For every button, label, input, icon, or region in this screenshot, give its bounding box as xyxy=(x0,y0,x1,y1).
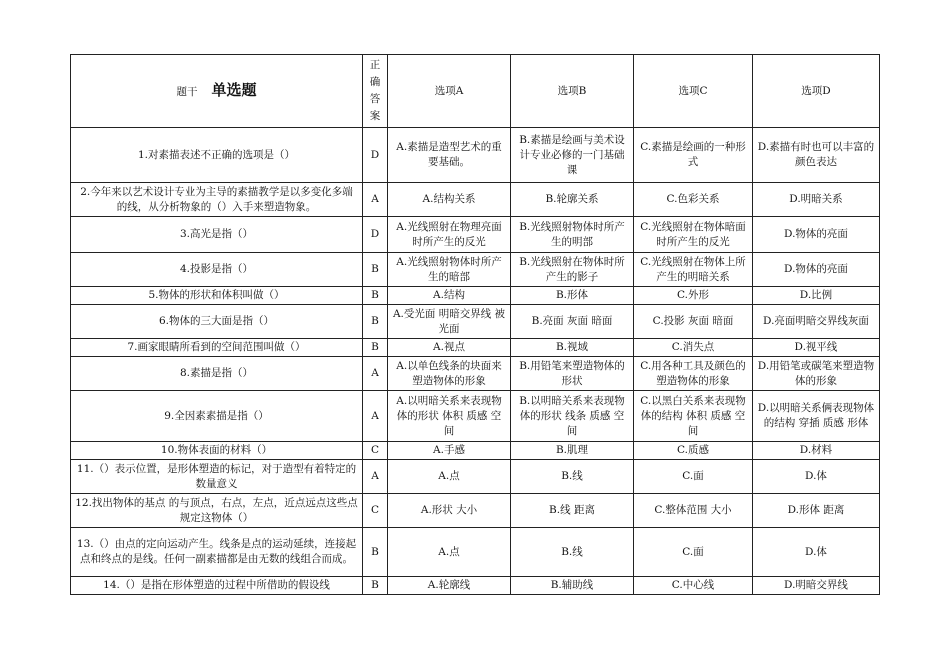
question-cell: 4.投影是指（） xyxy=(71,253,363,287)
answer-cell: C xyxy=(363,494,388,528)
option-c-cell: C.色彩关系 xyxy=(634,183,753,217)
table-row xyxy=(71,217,880,253)
option-c-cell: C.消失点 xyxy=(634,339,753,357)
answer-cell: B xyxy=(363,305,388,339)
option-c-cell: C.用各种工具及颜色的塑造物体的形象 xyxy=(634,357,753,391)
question-cell: 3.高光是指（） xyxy=(71,217,363,253)
answer-cell: B xyxy=(363,528,388,577)
question-table-body xyxy=(71,55,880,595)
question-cell: 14.（）是指在形体塑造的过程中所借助的假设线 xyxy=(71,577,363,595)
option-d-cell: D.物体的亮面 xyxy=(753,217,880,253)
answer-cell: A xyxy=(363,357,388,391)
option-c-cell: C.整体范围 大小 xyxy=(634,494,753,528)
table-row xyxy=(71,528,880,577)
stem-header-cell xyxy=(71,55,363,128)
option-c-cell: C.素描是绘画的一种形式 xyxy=(634,128,753,183)
option-b-cell: B.轮廓关系 xyxy=(511,183,634,217)
option-a-cell: A.光线照射物体时所产生的暗部 xyxy=(388,253,511,287)
question-cell: 12.找出物体的基点 的与顶点，右点，左点，近点远点这些点规定这物体（） xyxy=(71,494,363,528)
option-d-cell: D.体 xyxy=(753,528,880,577)
table-row xyxy=(71,128,880,183)
option-d-cell: D.用铅笔或碳笔来塑造物体的形象 xyxy=(753,357,880,391)
option-d-header: 选项D xyxy=(753,55,880,128)
option-c-cell: C.以黑白关系来表现物体的结构 体积 质感 空间 xyxy=(634,391,753,442)
option-d-cell: D.物体的亮面 xyxy=(753,253,880,287)
answer-cell: D xyxy=(363,128,388,183)
option-b-cell: B.光线照射物体时所产生的明部 xyxy=(511,217,634,253)
question-cell: 7.画家眼睛所看到的空间范围叫做（） xyxy=(71,339,363,357)
option-c-cell: C.光线照射在物体上所产生的明暗关系 xyxy=(634,253,753,287)
answer-header-cell xyxy=(363,55,388,128)
answer-cell: B xyxy=(363,577,388,595)
answer-header-char: 答 xyxy=(369,93,381,105)
answer-cell: B xyxy=(363,253,388,287)
option-c-header: 选项C xyxy=(634,55,753,128)
table-row xyxy=(71,305,880,339)
option-b-cell: B.亮面 灰面 暗面 xyxy=(511,305,634,339)
option-a-cell: A.光线照射在物理亮面时所产生的反光 xyxy=(388,217,511,253)
table-row xyxy=(71,391,880,442)
table-row xyxy=(71,183,880,217)
option-d-cell: D.比例 xyxy=(753,287,880,305)
option-a-cell: A.以单色线条的块面来塑造物体的形象 xyxy=(388,357,511,391)
option-c-cell: C.质感 xyxy=(634,442,753,460)
table-row xyxy=(71,357,880,391)
option-d-cell: D.明暗交界线 xyxy=(753,577,880,595)
option-d-cell: D.体 xyxy=(753,460,880,494)
question-cell: 6.物体的三大面是指（） xyxy=(71,305,363,339)
option-d-cell: D.视平线 xyxy=(753,339,880,357)
option-a-cell: A.受光面 明暗交界线 被光面 xyxy=(388,305,511,339)
option-c-cell: C.投影 灰面 暗面 xyxy=(634,305,753,339)
option-b-header: 选项B xyxy=(511,55,634,128)
question-table xyxy=(70,54,880,595)
option-c-cell: C.面 xyxy=(634,460,753,494)
option-a-cell: A.轮廓线 xyxy=(388,577,511,595)
question-cell: 10.物体表面的材料（） xyxy=(71,442,363,460)
option-b-cell: B.肌理 xyxy=(511,442,634,460)
question-cell: 13.（）由点的定向运动产生。线条是点的运动延续，连接起点和终点的是线。任何一副素描都是由无数的线组合而成。 xyxy=(71,528,363,577)
question-cell: 2.今年来以艺术设计专业为主导的素描教学是以多变化多端的线，从分析物象的（）入手来塑造物象。 xyxy=(71,183,363,217)
answer-cell: B xyxy=(363,287,388,305)
option-c-cell: C.中心线 xyxy=(634,577,753,595)
option-a-cell: A.点 xyxy=(388,460,511,494)
question-cell: 9.全因素素描是指（） xyxy=(71,391,363,442)
option-a-header: 选项A xyxy=(388,55,511,128)
answer-cell: B xyxy=(363,339,388,357)
answer-header-char: 案 xyxy=(369,110,381,122)
option-a-cell: A.形状 大小 xyxy=(388,494,511,528)
option-d-cell: D.明暗关系 xyxy=(753,183,880,217)
table-row xyxy=(71,494,880,528)
option-c-cell: C.面 xyxy=(634,528,753,577)
option-d-cell: D.形体 距离 xyxy=(753,494,880,528)
option-a-cell: A.结构 xyxy=(388,287,511,305)
option-b-cell: B.线 距离 xyxy=(511,494,634,528)
question-type-label: 单选题 xyxy=(211,80,257,99)
table-row xyxy=(71,287,880,305)
answer-cell: A xyxy=(363,460,388,494)
answer-cell: A xyxy=(363,183,388,217)
option-a-cell: A.以明暗关系来表现物体的形状 体积 质感 空间 xyxy=(388,391,511,442)
table-row xyxy=(71,460,880,494)
option-c-cell: C.外形 xyxy=(634,287,753,305)
option-b-cell: B.线 xyxy=(511,460,634,494)
table-row xyxy=(71,253,880,287)
option-d-cell: D.素描有时也可以丰富的颜色表达 xyxy=(753,128,880,183)
option-b-cell: B.线 xyxy=(511,528,634,577)
question-cell: 1.对素描表述不正确的选项是（） xyxy=(71,128,363,183)
table-row xyxy=(71,339,880,357)
option-b-cell: B.以明暗关系来表现物体的形状 线条 质感 空间 xyxy=(511,391,634,442)
option-a-cell: A.点 xyxy=(388,528,511,577)
table-row xyxy=(71,577,880,595)
question-cell: 8.素描是指（） xyxy=(71,357,363,391)
option-b-cell: B.素描是绘画与美术设计专业必修的一门基础课 xyxy=(511,128,634,183)
option-a-cell: A.结构关系 xyxy=(388,183,511,217)
answer-cell: D xyxy=(363,217,388,253)
header-row xyxy=(71,55,880,128)
option-b-cell: B.用铅笔来塑造物体的形状 xyxy=(511,357,634,391)
option-b-cell: B.辅助线 xyxy=(511,577,634,595)
stem-label: 题干 xyxy=(176,85,198,98)
answer-header-char: 确 xyxy=(369,76,381,88)
option-a-cell: A.手感 xyxy=(388,442,511,460)
option-b-cell: B.视域 xyxy=(511,339,634,357)
answer-header-char: 正 xyxy=(369,59,381,71)
answer-cell: A xyxy=(363,391,388,442)
option-c-cell: C.光线照射在物体暗面时所产生的反光 xyxy=(634,217,753,253)
option-a-cell: A.素描是造型艺术的重要基础。 xyxy=(388,128,511,183)
option-d-cell: D.材料 xyxy=(753,442,880,460)
option-b-cell: B.形体 xyxy=(511,287,634,305)
option-b-cell: B.光线照射在物体时所产生的影子 xyxy=(511,253,634,287)
question-cell: 11.（）表示位置，是形体塑造的标记，对于造型有着特定的数量意义 xyxy=(71,460,363,494)
option-d-cell: D.以明暗关系俩表现物体的结构 穿插 质感 形体 xyxy=(753,391,880,442)
question-cell: 5.物体的形状和体积叫做（） xyxy=(71,287,363,305)
table-row xyxy=(71,442,880,460)
option-a-cell: A.视点 xyxy=(388,339,511,357)
option-d-cell: D.亮面明暗交界线灰面 xyxy=(753,305,880,339)
answer-cell: C xyxy=(363,442,388,460)
